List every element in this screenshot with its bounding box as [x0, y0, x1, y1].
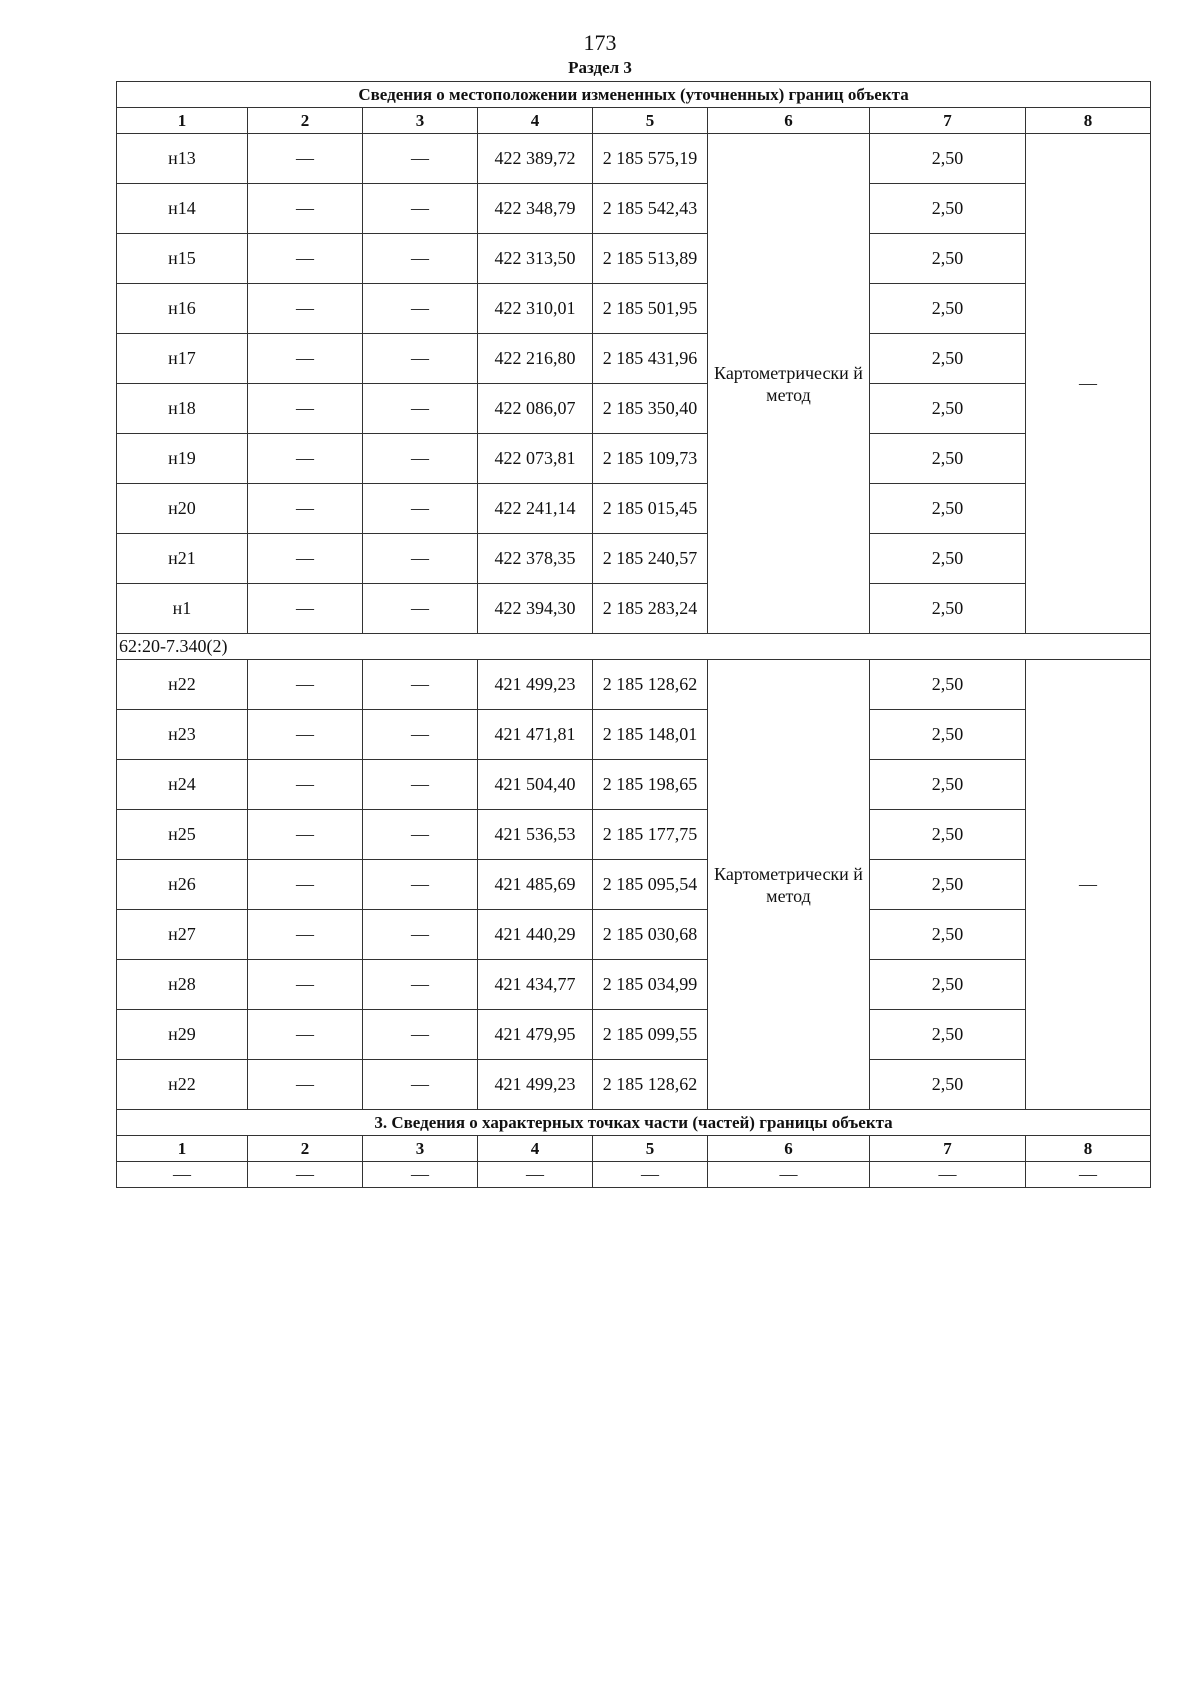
accuracy-cell: 2,50: [870, 284, 1026, 334]
y-coordinate-cell: 2 185 542,43: [593, 184, 708, 234]
y-coordinate-cell: 2 185 431,96: [593, 334, 708, 384]
point-name-cell: н22: [117, 1060, 248, 1110]
col3-cell: —: [363, 710, 478, 760]
point-name-cell: н20: [117, 484, 248, 534]
table-row: [117, 234, 1151, 284]
table-row: [117, 1060, 1151, 1110]
subsection-title: 3. Сведения о характерных точках части (частей) границы объекта: [117, 1110, 1151, 1136]
x-coordinate-cell: 421 499,23: [478, 660, 593, 710]
column-number: 5: [593, 108, 708, 134]
y-coordinate-cell: 2 185 283,24: [593, 584, 708, 634]
col3-cell: —: [363, 134, 478, 184]
col2-cell: —: [248, 960, 363, 1010]
table-row: [117, 660, 1151, 710]
table-caption: Сведения о местоположении измененных (уточненных) границ объекта: [117, 82, 1151, 108]
col2-cell: —: [248, 710, 363, 760]
col2-cell: —: [248, 660, 363, 710]
col2-cell: —: [248, 534, 363, 584]
point-name-cell: н1: [117, 584, 248, 634]
column-number: 1: [117, 108, 248, 134]
accuracy-cell: 2,50: [870, 534, 1026, 584]
empty-cell: —: [478, 1162, 593, 1188]
col2-cell: —: [248, 384, 363, 434]
col2-cell: —: [248, 910, 363, 960]
col3-cell: —: [363, 284, 478, 334]
col2-cell: —: [248, 184, 363, 234]
y-coordinate-cell: 2 185 099,55: [593, 1010, 708, 1060]
parcel-label: 62:20-7.340(2): [117, 634, 1151, 660]
accuracy-cell: 2,50: [870, 1060, 1026, 1110]
x-coordinate-cell: 422 073,81: [478, 434, 593, 484]
subsection-column-number-row: [117, 1136, 1151, 1162]
col3-cell: —: [363, 384, 478, 434]
accuracy-cell: 2,50: [870, 434, 1026, 484]
point-name-cell: н17: [117, 334, 248, 384]
accuracy-cell: 2,50: [870, 484, 1026, 534]
y-coordinate-cell: 2 185 575,19: [593, 134, 708, 184]
point-name-cell: н25: [117, 810, 248, 860]
boundary-coordinates-table: [116, 81, 1151, 1188]
table-row: [117, 134, 1151, 184]
point-name-cell: н24: [117, 760, 248, 810]
point-name-cell: н13: [117, 134, 248, 184]
accuracy-cell: 2,50: [870, 860, 1026, 910]
col3-cell: —: [363, 810, 478, 860]
y-coordinate-cell: 2 185 034,99: [593, 960, 708, 1010]
accuracy-cell: 2,50: [870, 910, 1026, 960]
table-row: [117, 810, 1151, 860]
col3-cell: —: [363, 760, 478, 810]
y-coordinate-cell: 2 185 128,62: [593, 660, 708, 710]
point-name-cell: н28: [117, 960, 248, 1010]
point-name-cell: н19: [117, 434, 248, 484]
col3-cell: —: [363, 860, 478, 910]
col3-cell: —: [363, 234, 478, 284]
x-coordinate-cell: 421 485,69: [478, 860, 593, 910]
column-number: 2: [248, 108, 363, 134]
table-row: [117, 434, 1151, 484]
y-coordinate-cell: 2 185 015,45: [593, 484, 708, 534]
empty-cell: —: [708, 1162, 870, 1188]
col2-cell: —: [248, 1010, 363, 1060]
col3-cell: —: [363, 1010, 478, 1060]
col3-cell: —: [363, 184, 478, 234]
x-coordinate-cell: 421 499,23: [478, 1060, 593, 1110]
column-number: 8: [1026, 1136, 1151, 1162]
x-coordinate-cell: 421 479,95: [478, 1010, 593, 1060]
x-coordinate-cell: 422 310,01: [478, 284, 593, 334]
x-coordinate-cell: 422 313,50: [478, 234, 593, 284]
point-name-cell: н15: [117, 234, 248, 284]
method-cell: Картометрически й метод: [708, 134, 870, 634]
col3-cell: —: [363, 534, 478, 584]
col3-cell: —: [363, 960, 478, 1010]
table-row: [117, 584, 1151, 634]
method-cell: Картометрически й метод: [708, 660, 870, 1110]
y-coordinate-cell: 2 185 030,68: [593, 910, 708, 960]
x-coordinate-cell: 422 216,80: [478, 334, 593, 384]
accuracy-cell: 2,50: [870, 384, 1026, 434]
col2-cell: —: [248, 584, 363, 634]
col8-cell: —: [1026, 134, 1151, 634]
col2-cell: —: [248, 810, 363, 860]
empty-cell: —: [248, 1162, 363, 1188]
point-name-cell: н18: [117, 384, 248, 434]
accuracy-cell: 2,50: [870, 960, 1026, 1010]
col3-cell: —: [363, 484, 478, 534]
accuracy-cell: 2,50: [870, 184, 1026, 234]
table-row: [117, 284, 1151, 334]
empty-cell: —: [363, 1162, 478, 1188]
y-coordinate-cell: 2 185 177,75: [593, 810, 708, 860]
empty-cell: —: [870, 1162, 1026, 1188]
column-number: 4: [478, 1136, 593, 1162]
col2-cell: —: [248, 234, 363, 284]
y-coordinate-cell: 2 185 148,01: [593, 710, 708, 760]
x-coordinate-cell: 422 389,72: [478, 134, 593, 184]
x-coordinate-cell: 422 378,35: [478, 534, 593, 584]
accuracy-cell: 2,50: [870, 810, 1026, 860]
empty-cell: —: [1026, 1162, 1151, 1188]
point-name-cell: н29: [117, 1010, 248, 1060]
x-coordinate-cell: 422 394,30: [478, 584, 593, 634]
x-coordinate-cell: 421 440,29: [478, 910, 593, 960]
col2-cell: —: [248, 134, 363, 184]
table-row: [117, 484, 1151, 534]
y-coordinate-cell: 2 185 240,57: [593, 534, 708, 584]
column-number: 6: [708, 108, 870, 134]
accuracy-cell: 2,50: [870, 234, 1026, 284]
col2-cell: —: [248, 334, 363, 384]
point-name-cell: н27: [117, 910, 248, 960]
col2-cell: —: [248, 1060, 363, 1110]
table-row: [117, 384, 1151, 434]
col3-cell: —: [363, 910, 478, 960]
y-coordinate-cell: 2 185 350,40: [593, 384, 708, 434]
column-number: 3: [363, 1136, 478, 1162]
table-row: [117, 534, 1151, 584]
col3-cell: —: [363, 434, 478, 484]
accuracy-cell: 2,50: [870, 710, 1026, 760]
column-number: 7: [870, 108, 1026, 134]
x-coordinate-cell: 422 348,79: [478, 184, 593, 234]
accuracy-cell: 2,50: [870, 1010, 1026, 1060]
x-coordinate-cell: 422 086,07: [478, 384, 593, 434]
y-coordinate-cell: 2 185 513,89: [593, 234, 708, 284]
y-coordinate-cell: 2 185 128,62: [593, 1060, 708, 1110]
col3-cell: —: [363, 334, 478, 384]
point-name-cell: н23: [117, 710, 248, 760]
subsection-title-row: [117, 1110, 1151, 1136]
table-row: [117, 710, 1151, 760]
table-caption-row: [117, 82, 1151, 108]
accuracy-cell: 2,50: [870, 660, 1026, 710]
column-number-row: [117, 108, 1151, 134]
col3-cell: —: [363, 660, 478, 710]
col2-cell: —: [248, 434, 363, 484]
x-coordinate-cell: 421 471,81: [478, 710, 593, 760]
accuracy-cell: 2,50: [870, 760, 1026, 810]
table-row: [117, 334, 1151, 384]
accuracy-cell: 2,50: [870, 334, 1026, 384]
column-number: 7: [870, 1136, 1026, 1162]
col2-cell: —: [248, 484, 363, 534]
x-coordinate-cell: 421 536,53: [478, 810, 593, 860]
table-row: [117, 184, 1151, 234]
empty-cell: —: [593, 1162, 708, 1188]
y-coordinate-cell: 2 185 109,73: [593, 434, 708, 484]
page-number: 173: [583, 30, 617, 55]
x-coordinate-cell: 421 434,77: [478, 960, 593, 1010]
col8-cell: —: [1026, 660, 1151, 1110]
point-name-cell: н16: [117, 284, 248, 334]
column-number: 6: [708, 1136, 870, 1162]
parcel-label-row: [117, 634, 1151, 660]
point-name-cell: н21: [117, 534, 248, 584]
subsection-empty-row: [117, 1162, 1151, 1188]
column-number: 8: [1026, 108, 1151, 134]
accuracy-cell: 2,50: [870, 134, 1026, 184]
column-number: 4: [478, 108, 593, 134]
column-number: 3: [363, 108, 478, 134]
table-row: [117, 1010, 1151, 1060]
column-number: 2: [248, 1136, 363, 1162]
y-coordinate-cell: 2 185 501,95: [593, 284, 708, 334]
col2-cell: —: [248, 760, 363, 810]
point-name-cell: н22: [117, 660, 248, 710]
col3-cell: —: [363, 584, 478, 634]
empty-cell: —: [117, 1162, 248, 1188]
point-name-cell: н14: [117, 184, 248, 234]
y-coordinate-cell: 2 185 095,54: [593, 860, 708, 910]
x-coordinate-cell: 421 504,40: [478, 760, 593, 810]
point-name-cell: н26: [117, 860, 248, 910]
y-coordinate-cell: 2 185 198,65: [593, 760, 708, 810]
table-row: [117, 760, 1151, 810]
col2-cell: —: [248, 284, 363, 334]
table-row: [117, 910, 1151, 960]
x-coordinate-cell: 422 241,14: [478, 484, 593, 534]
column-number: 5: [593, 1136, 708, 1162]
table-row: [117, 960, 1151, 1010]
section-title: Раздел 3: [568, 58, 632, 77]
col3-cell: —: [363, 1060, 478, 1110]
accuracy-cell: 2,50: [870, 584, 1026, 634]
column-number: 1: [117, 1136, 248, 1162]
col2-cell: —: [248, 860, 363, 910]
table-row: [117, 860, 1151, 910]
